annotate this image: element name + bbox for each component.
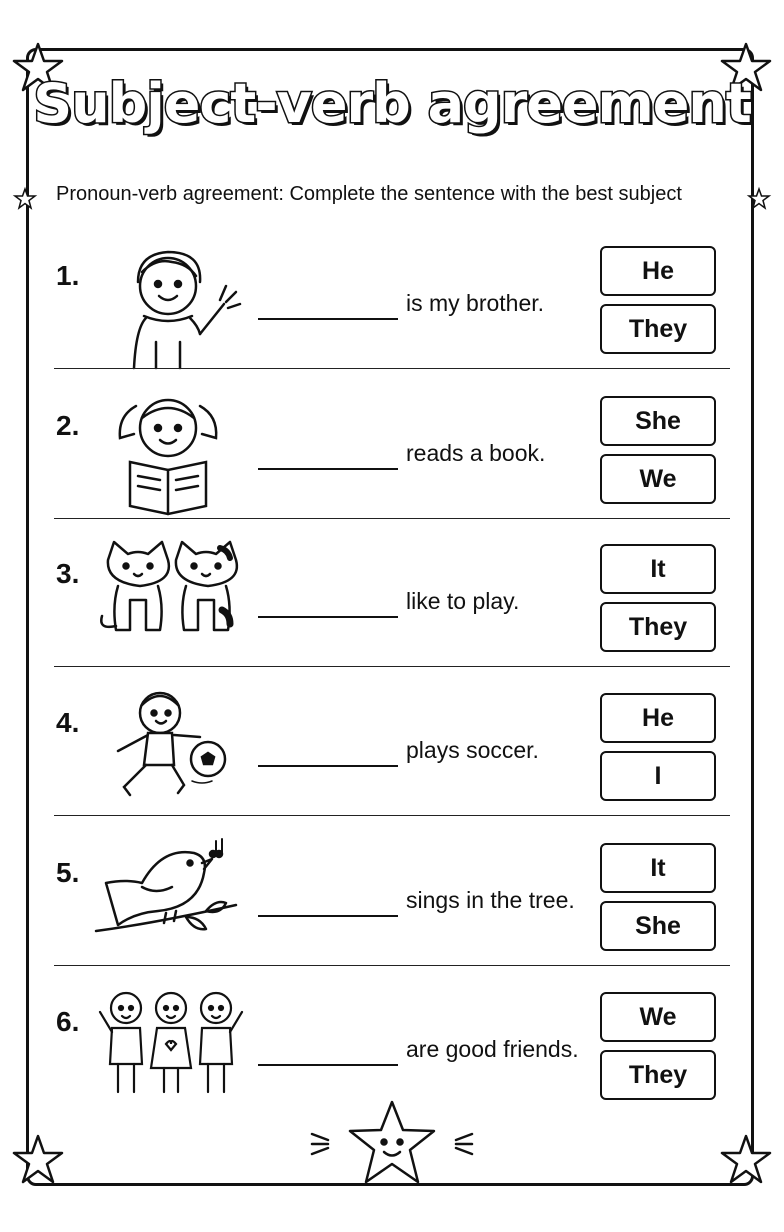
- question-number: 4.: [56, 707, 80, 738]
- small-star-icon: [14, 188, 36, 210]
- girl-reading-book-icon: [96, 392, 246, 522]
- question-2: [54, 400, 730, 540]
- answer-blank[interactable]: [258, 616, 398, 618]
- option-button[interactable]: I: [600, 751, 716, 801]
- waving-boy-icon: [96, 242, 246, 372]
- answer-blank[interactable]: [258, 318, 398, 320]
- question-1: [54, 250, 730, 390]
- three-friends-icon: [96, 988, 246, 1118]
- answer-blank[interactable]: [258, 1064, 398, 1066]
- option-button[interactable]: It: [600, 843, 716, 893]
- question-number: 6.: [56, 1006, 80, 1037]
- sentence-text: plays soccer.: [406, 737, 539, 763]
- divider: [54, 518, 730, 519]
- answer-blank[interactable]: [258, 468, 398, 470]
- worksheet-title: Subject-verb agreement: [33, 72, 751, 135]
- question-5: [54, 847, 730, 987]
- sentence-text: sings in the tree.: [406, 887, 575, 913]
- sentence-text: reads a book.: [406, 440, 546, 466]
- option-button[interactable]: She: [600, 901, 716, 951]
- divider: [54, 815, 730, 816]
- question-number: 3.: [56, 558, 80, 589]
- answer-blank[interactable]: [258, 765, 398, 767]
- option-button[interactable]: We: [600, 992, 716, 1042]
- sentence-text: like to play.: [406, 588, 520, 614]
- question-number: 2.: [56, 410, 80, 441]
- option-button[interactable]: It: [600, 544, 716, 594]
- divider: [54, 965, 730, 966]
- question-4: [54, 697, 730, 837]
- divider: [54, 368, 730, 369]
- option-button[interactable]: They: [600, 1050, 716, 1100]
- question-number: 1.: [56, 260, 80, 291]
- star-icon: [10, 1132, 66, 1188]
- answer-blank[interactable]: [258, 915, 398, 917]
- boy-kicking-soccer-ball-icon: [96, 689, 246, 819]
- singing-bird-on-branch-icon: [96, 839, 246, 969]
- option-button[interactable]: We: [600, 454, 716, 504]
- question-number: 5.: [56, 857, 80, 888]
- two-cats-icon: [96, 540, 246, 670]
- star-icon: [718, 1132, 774, 1188]
- option-button[interactable]: She: [600, 396, 716, 446]
- option-button[interactable]: He: [600, 246, 716, 296]
- small-star-icon: [748, 188, 770, 210]
- smiling-star-icon: [342, 1098, 442, 1188]
- instructions: Pronoun-verb agreement: Complete the sentence with the best subject: [56, 183, 682, 205]
- option-button[interactable]: They: [600, 602, 716, 652]
- question-3: [54, 548, 730, 688]
- sentence-text: is my brother.: [406, 290, 545, 316]
- option-button[interactable]: He: [600, 693, 716, 743]
- option-button[interactable]: They: [600, 304, 716, 354]
- divider: [54, 666, 730, 667]
- sentence-text: are good friends.: [406, 1036, 579, 1062]
